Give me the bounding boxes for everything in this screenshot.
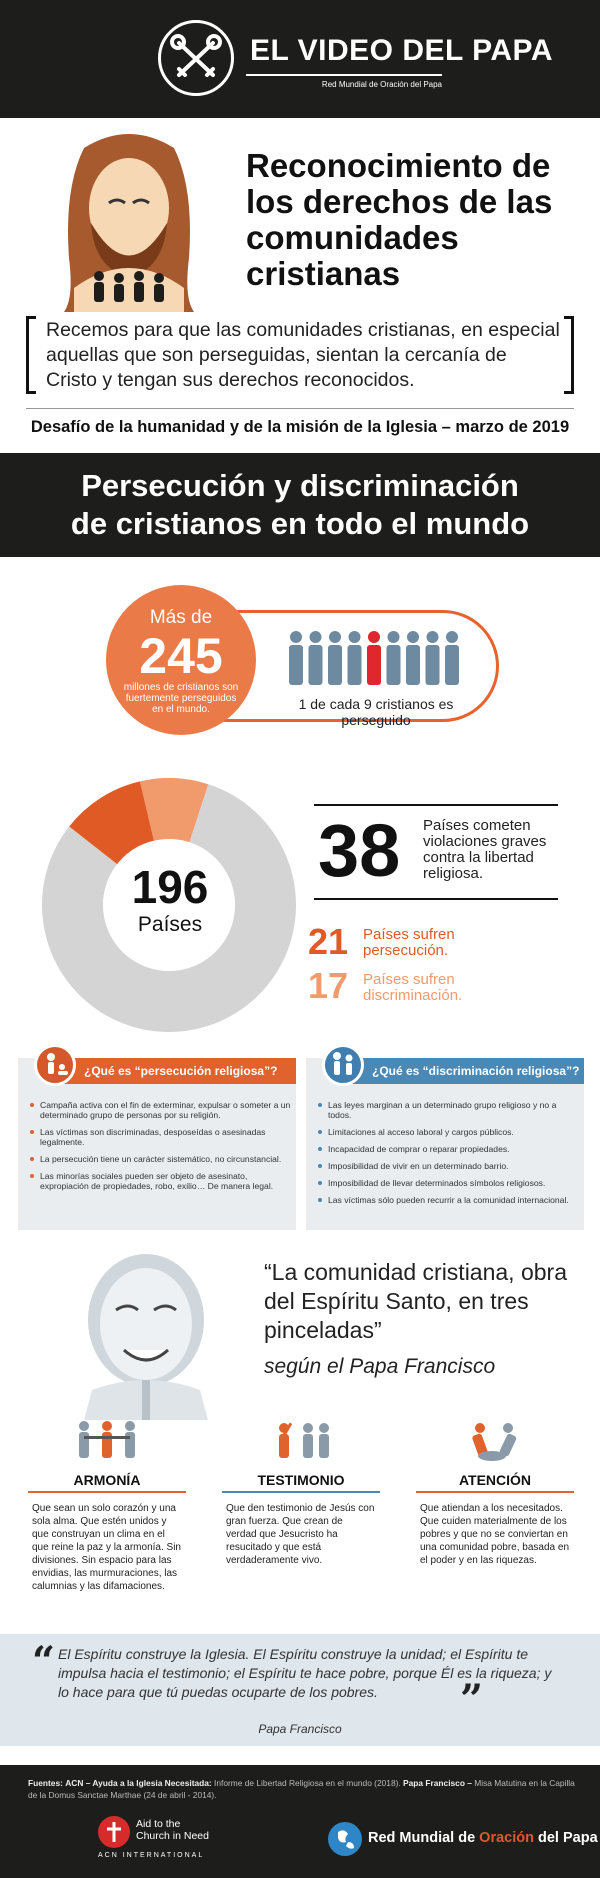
pillar-underline [222,1491,380,1493]
violence-icon [34,1044,76,1086]
divider [26,408,574,409]
open-quote-icon: “ [32,1638,56,1685]
final-quote-text: El Espíritu construye la Iglesia. El Espíritu construye la unidad; el Espíritu te impulsa hacia el testimonio; el Espíritu te hace pobre, porque Él es la riqueza; y lo hace para que tú puedas ocuparte de los pobres. [58,1646,552,1700]
person-icon [387,631,401,685]
persecution-definition-box [18,1058,296,1230]
list-item: Limitaciones al acceso laboral y cargos públicos. [318,1127,580,1137]
divider [314,898,558,900]
list-item: Campaña activa con el fin de exterminar, expulsar o someter a un determinado grupo de personas por su religión. [30,1100,292,1120]
acn-name [136,1818,256,1842]
challenge-text: Desafío de la humanidad y de la misión de la Iglesia – marzo de 2019 [30,418,570,436]
person-icon [309,631,323,685]
discrimination-definition-title: ¿Qué es “discriminación religiosa”? [342,1058,584,1084]
person-icon [406,631,420,685]
network-name-part-1: Red Mundial de [368,1830,480,1846]
acn-international: ACN INTERNATIONAL [98,1852,205,1859]
network-name-part-3: del Papa [533,1830,598,1846]
person-icon [426,631,440,685]
keys-logo-icon [158,20,234,96]
section-title-line-2: de cristianos en todo el mundo [70,506,530,541]
pope-quote-attribution: según el Papa Francisco [264,1355,496,1378]
source-1-org: ACN – Ayuda a la Iglesia Necesitada: [65,1778,212,1788]
people-icons [287,630,463,691]
violations-number: 38 [318,809,401,892]
pope-illustration-icon [68,1250,216,1420]
pillar-title: ARMONÍA [73,1472,141,1488]
intention-title: Reconocimiento de los derechos de las comunidades cristianas [246,147,553,292]
globe-logo-icon [328,1822,362,1856]
pillar-underline [28,1491,186,1493]
persecuted-number: 245 [139,628,223,684]
acn-line-1: Aid to the [136,1818,181,1830]
source-2-text: Misa Matutina en la Capilla de la Domus Sanctae Marthae (24 de abril - 2014). [28,1778,575,1800]
bracket-right [564,316,574,394]
acn-line-2: Church in Need [136,1830,209,1842]
list-item: Incapacidad de comprar o reparar propiedades. [318,1144,580,1154]
header-subtitle: Red Mundial de Oración del Papa [321,80,442,89]
list-item: Las minorías sociales pueden ser objeto de asesinato, expropiación de propiedades, robo, exilio… De manera legal. [30,1171,292,1191]
pillar-text: Que den testimonio de Jesús con gran fuerza. Que crean de verdad que Jesucristo ha resucitado y que está verdaderamente vivo. [226,1503,375,1566]
persecuted-person-icon [367,631,381,685]
list-item: Las leyes marginan a un determinado grupo religioso y no a todos. [318,1100,580,1120]
pillar-underline [416,1491,574,1493]
network-name-part-2: Oración [479,1830,534,1846]
ratio-text: 1 de cada 9 cristianos es perseguido [298,696,454,728]
header-divider [246,74,442,76]
list-item: Las víctimas sólo pueden recurrir a la comunidad internacional. [318,1195,580,1205]
pillar-text: Que sean un solo corazón y una sola alma. Que estén unidos y que construyan un clima en el que reine la paz y la armonía. Sin divisiones. Sin espacio para las envidias, las murmuraciones, las calumnias y las difamaciones. [32,1503,181,1592]
discrimination-icon [322,1044,364,1086]
list-item: Imposibilidad de vivir en un determinado barrio. [318,1161,580,1171]
persecution-definition-list [30,1100,292,1198]
persecution-text: Países sufren persecución. [363,926,455,959]
bracket-left [26,316,36,394]
harmony-people-icon [70,1418,144,1467]
source-2-org: Papa Francisco – [403,1778,472,1788]
jesus-illustration-icon [44,128,214,312]
section-title [0,467,600,543]
list-item: Imposibilidad de llevar determinados símbolos religiosos. [318,1178,580,1188]
sources-text [28,1777,580,1801]
pillar-text: Que atiendan a los necesitados. Que cuiden materialmente de los pobres y que no se conviertan en una comunidad pobre, basada en el poder y en las riquezas. [420,1503,570,1566]
persecution-number: 21 [308,921,349,962]
attention-help-icon [458,1418,532,1467]
discrimination-definition-list [318,1100,580,1212]
persecution-definition-title: ¿Qué es “persecución religiosa”? [54,1058,296,1084]
person-icon [445,631,459,685]
person-icon [328,631,342,685]
testimony-people-icon [264,1418,338,1467]
person-icon [289,631,303,685]
header-title: EL VIDEO DEL PAPA [250,34,554,67]
discrimination-text: Países sufren discriminación. [363,971,463,1004]
final-quote-author: Papa Francisco [258,1722,342,1736]
countries-total-number: 196 [131,861,209,913]
persecuted-circle [106,585,256,735]
list-item: La persecución tiene un carácter sistemático, no circunstancial. [30,1154,292,1164]
network-name [368,1830,598,1846]
persecuted-caption: millones de cristianos son fuertemente perseguidos en el mundo. [123,682,239,715]
list-item: Las víctimas son discriminadas, desposeídas o asesinadas legalmente. [30,1127,292,1147]
violations-text: Países cometen violaciones graves contra la libertad religiosa. [423,817,547,882]
acn-logo-icon [98,1816,130,1848]
persecuted-prefix: Más de [149,607,213,628]
discrimination-definition-box [306,1058,584,1230]
pope-quote-text: “La comunidad cristiana, obra del Espíritu Santo, en tres pinceladas” [264,1259,567,1343]
close-quote-icon: ” [460,1676,484,1723]
pillar-title: ATENCIÓN [458,1472,532,1488]
prayer-text: Recemos para que las comunidades cristianas, en especial aquellas que son perseguidas, sientan la cercanía de Cristo y tengan sus derechos reconocidos. [46,319,560,391]
discrimination-number: 17 [308,965,349,1006]
person-icon [348,631,362,685]
sources-label: Fuentes: [28,1778,63,1788]
divider [314,804,558,806]
section-title-line-1: Persecución y discriminación [81,468,519,503]
countries-total-label: Países [137,913,203,936]
source-1-text: Informe de Libertad Religiosa en el mundo (2018). [214,1778,401,1788]
pillar-title: TESTIMONIO [257,1472,345,1488]
